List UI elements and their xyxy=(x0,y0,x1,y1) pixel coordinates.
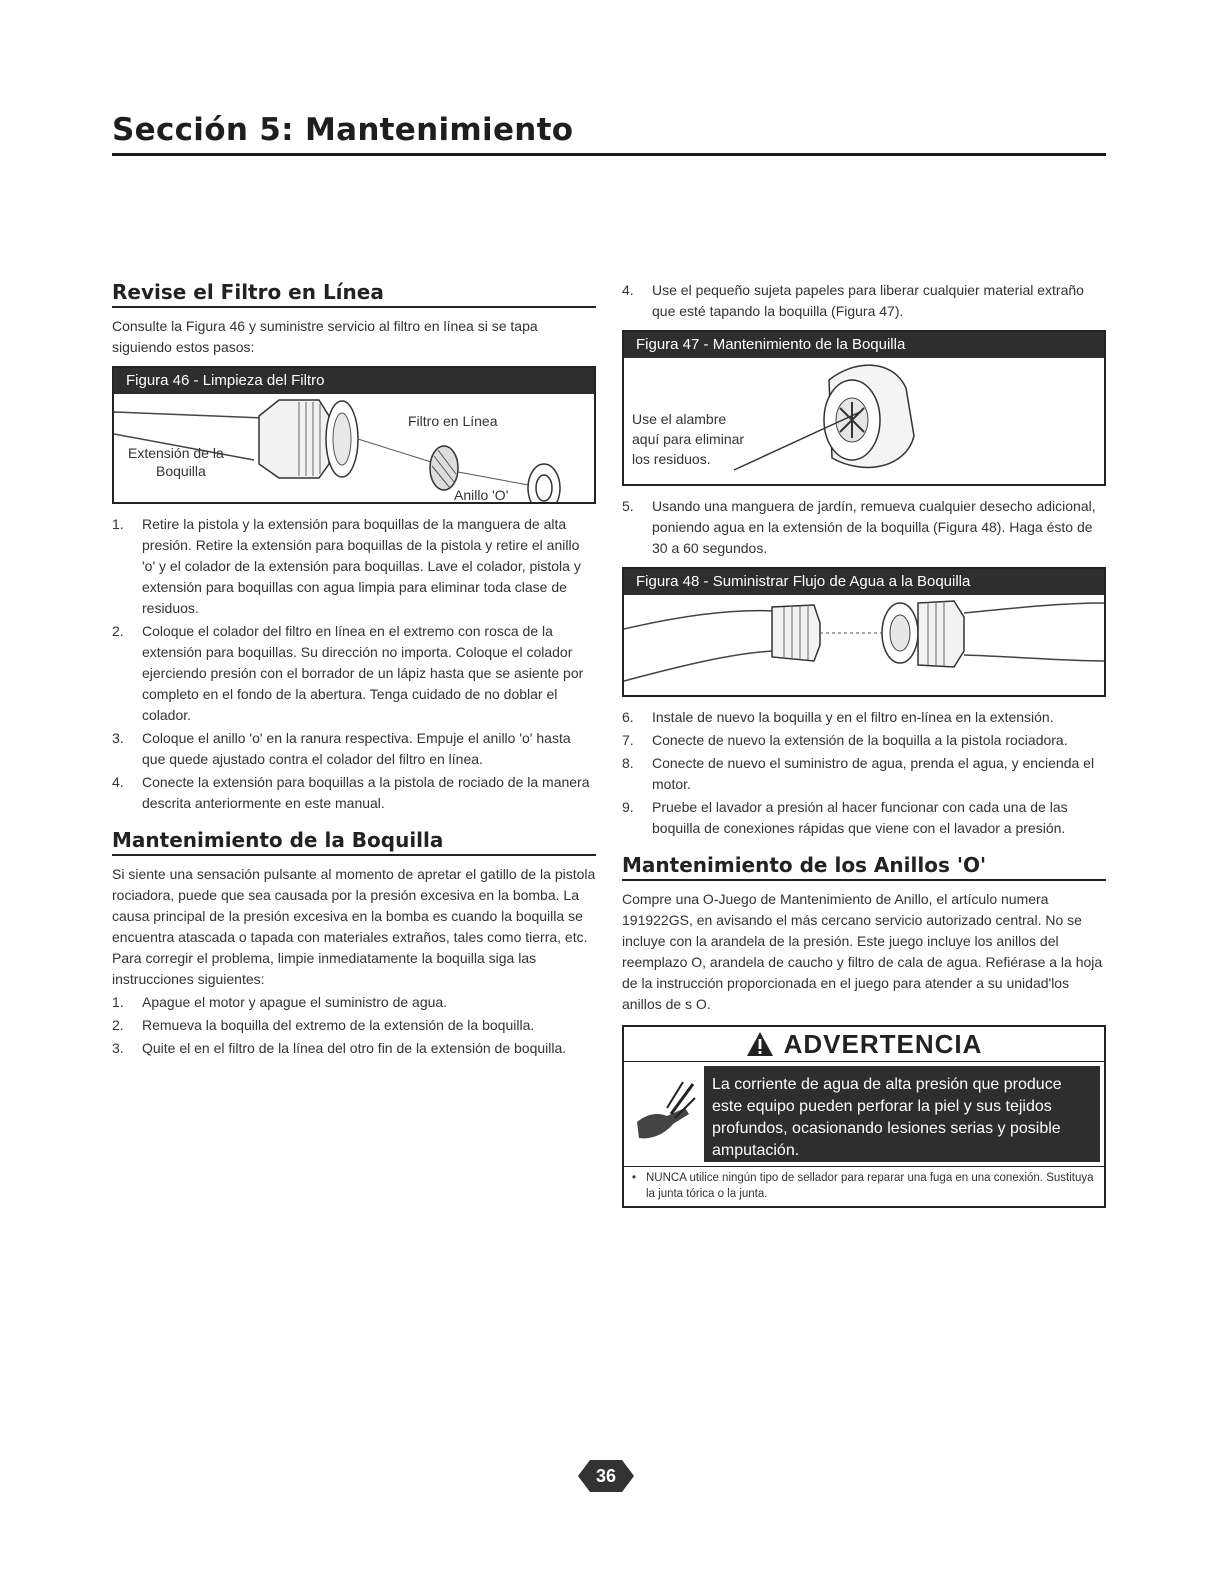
label-extension-1: Extensión de la xyxy=(128,445,224,461)
injection-hazard-icon xyxy=(624,1062,704,1166)
figure-46 xyxy=(112,366,596,504)
step-4 xyxy=(622,280,1106,322)
warning-header xyxy=(624,1027,1104,1062)
figure-48 xyxy=(622,567,1106,697)
nozzle-steps xyxy=(112,992,596,1059)
list-item: 4. Conecte la extensión para boquillas a la pistola de rociado de la manera descrita anteriormente en este manual. xyxy=(112,774,590,811)
figure-47-label-1: Use el alambre xyxy=(632,411,727,427)
list-item: 2. Coloque el colador del filtro en línea en el extremo con rosca de la extensión para boquillas. Su dirección no importa. Coloque el colador ejerciendo presión con el borrador de un lápiz hasta que se asiente por completo en el fondo de la abertura. Tenga cuidado de no doblar el colador. xyxy=(112,623,584,723)
filter-intro: Consulte la Figura 46 y suministre servicio al filtro en línea si se tapa siguiendo estos pasos: xyxy=(112,318,538,355)
warning-note xyxy=(624,1167,1104,1206)
list-item: 9. Pruebe el lavador a presión al hacer funcionar con cada una de las boquilla de conexiones rápidas que viene con el lavador a presión. xyxy=(622,799,1068,836)
warning-note-text: NUNCA utilice ningún tipo de sellador para reparar una fuga en una conexión. Sustituya la junta tórica o la junta. xyxy=(646,1172,1094,1200)
list-item: 7. Conecte de nuevo la extensión de la boquilla a la pistola rociadora. xyxy=(622,732,1068,748)
list-item: 5. Usando una manguera de jardín, remueva cualquier desecho adicional, poniendo agua en la extensión de la boquilla (Figura 48). Haga ésto de 30 a 60 segundos. xyxy=(622,498,1096,556)
label-filter: Filtro en Línea xyxy=(408,413,498,429)
orings-text: Compre una O-Juego de Mantenimiento de Anillo, el artículo numera 191922GS, en avisando el más cercano servicio autorizado central. No se incluye con la arandela de la presión. Este juego incluye los anillos del reemplazo O, arandela de caucho y filtro de cala de agua. Refiérase a la hoja de la instrucción proporcionada en el juego para atender a su unidad'los anillos de s O. xyxy=(622,891,1103,1012)
page-title: Sección 5: Mantenimiento xyxy=(112,112,1106,156)
list-item: 1. Apague el motor y apague el suministro de agua. xyxy=(112,994,448,1010)
figure-47-title: Figura 47 - Mantenimiento de la Boquilla xyxy=(624,332,1104,358)
warning-title: ADVERTENCIA xyxy=(783,1028,983,1059)
warning-bullet: • xyxy=(632,1172,637,1184)
label-oring: Anillo 'O' xyxy=(454,487,509,503)
steps-6-9 xyxy=(622,707,1106,839)
figure-47-label-2: aquí para eliminar xyxy=(632,431,745,447)
figure-48-illustration xyxy=(624,595,1104,695)
hose-connection-icon xyxy=(624,595,1104,695)
step-5 xyxy=(622,496,1106,559)
figure-47-illustration xyxy=(624,358,1104,484)
label-extension-2: Boquilla xyxy=(156,463,206,479)
figure-47 xyxy=(622,330,1106,486)
nozzle-intro: Si siente una sensación pulsante al momento de apretar el gatillo de la pistola rociadora, puede que sea causada por la presión excesiva en la bomba. La causa principal de la presión excesiva en la bomba es cuando la boquilla se encuentra atascada o tapada con materiales extraños, tales como tierra, etc. Para corregir el problema, limpie inmediatamente la boquilla siga las instrucciones siguientes: xyxy=(112,866,596,987)
list-item: 8. Conecte de nuevo el suministro de agua, prenda el agua, y encienda el motor. xyxy=(622,755,1095,792)
nozzle-heading: Mantenimiento de la Boquilla xyxy=(112,828,596,856)
list-item: 1. Retire la pistola y la extensión para boquillas de la manguera de alta presión. Retire la extensión para boquillas de la pistola y retire el anillo 'o' y el colador de la extensión para boquillas. Lave el colador, pistola y extensión para boquillas con agua limpia para eliminar toda clase de residuos. xyxy=(112,516,581,616)
figure-46-title: Figura 46 - Limpieza del Filtro xyxy=(114,368,594,394)
page-number-badge xyxy=(576,1456,636,1496)
left-column xyxy=(112,280,596,1059)
warning-box xyxy=(622,1025,1106,1208)
figure-47-label-3: los residuos. xyxy=(632,451,711,467)
filter-heading: Revise el Filtro en Línea xyxy=(112,280,596,308)
filter-steps xyxy=(112,514,596,814)
figure-46-illustration xyxy=(114,394,594,502)
list-item: 6. Instale de nuevo la boquilla y en el filtro en-línea en la extensión. xyxy=(622,709,1054,725)
orings-heading: Mantenimiento de los Anillos 'O' xyxy=(622,853,1106,881)
figure-48-title: Figura 48 - Suministrar Flujo de Agua a la Boquilla xyxy=(624,569,1104,595)
list-item: 2. Remueva la boquilla del extremo de la extensión de la boquilla. xyxy=(112,1017,535,1033)
warning-message: La corriente de agua de alta presión que produce este equipo pueden perforar la piel y sus tejidos profundos, ocasionando lesiones serias y posible amputación. xyxy=(704,1066,1100,1162)
warning-body xyxy=(624,1062,1104,1167)
list-item: 3. Coloque el anillo 'o' en la ranura respectiva. Empuje el anillo 'o' hasta que quede ajustado contra el colador del filtro en línea. xyxy=(112,730,571,767)
list-item: 4. Use el pequeño sujeta papeles para liberar cualquier material extraño que esté tapando la boquilla (Figura 47). xyxy=(622,282,1084,319)
warning-triangle-icon xyxy=(746,1031,774,1057)
right-column xyxy=(622,280,1106,1208)
page-number: 36 xyxy=(595,1466,617,1486)
list-item: 3. Quite el en el filtro de la línea del otro fin de la extensión de boquilla. xyxy=(112,1040,567,1056)
